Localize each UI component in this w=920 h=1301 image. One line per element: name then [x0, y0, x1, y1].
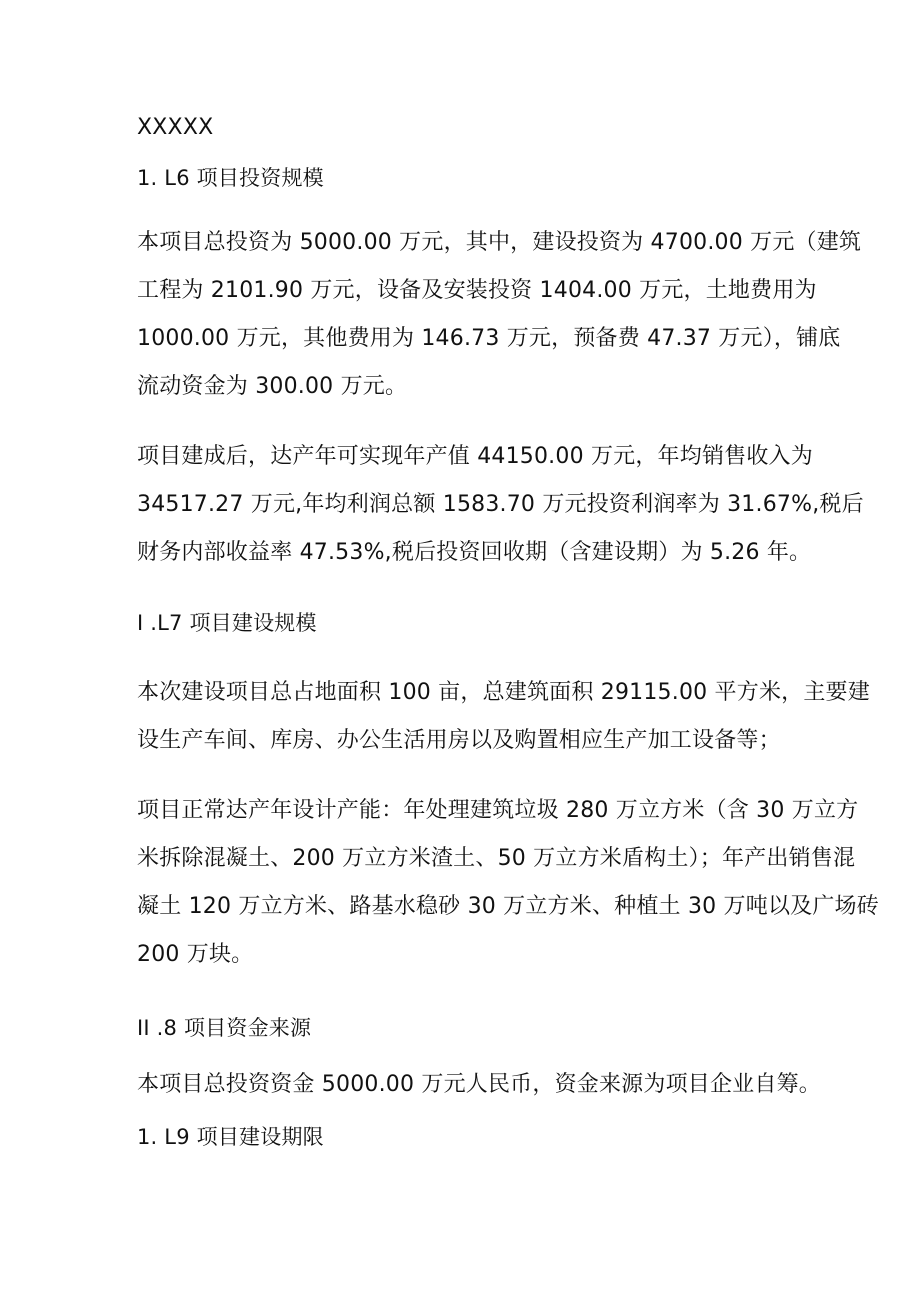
paragraph-line: 本次建设项目总占地面积 100 亩，总建筑面积 29115.00 平方米，主要建 [137, 680, 870, 705]
paragraph-line: 设生产车间、库房、办公生活用房以及购置相应生产加工设备等； [137, 728, 781, 753]
paragraph-line: 34517.27 万元,年均利润总额 1583.70 万元投资利润率为 31.67%,税后 [137, 492, 864, 517]
paragraph-line: 本项目总投资为 5000.00 万元，其中，建设投资为 4700.00 万元（建筑 [137, 230, 862, 255]
paragraph-line: 流动资金为 300.00 万元。 [137, 374, 408, 399]
document-header: XXXXX [137, 115, 214, 140]
paragraph-line: 工程为 2101.90 万元，设备及安装投资 1404.00 万元，土地费用为 [137, 278, 817, 303]
section-heading-construction-period: 1. L9 项目建设期限 [137, 1125, 324, 1149]
paragraph-line: 项目正常达产年设计产能：年处理建筑垃圾 280 万立方米（含 30 万立方 [137, 798, 859, 823]
section-heading-construction-scale: I .L7 项目建设规模 [137, 611, 317, 635]
paragraph-line: 凝土 120 万立方米、路基水稳砂 30 万立方米、种植土 30 万吨以及广场砖 [137, 894, 879, 919]
paragraph-line: 财务内部收益率 47.53%,税后投资回收期（含建设期）为 5.26 年。 [137, 540, 812, 565]
paragraph-line: 米拆除混凝土、200 万立方米渣土、50 万立方米盾构土）；年产出销售混 [137, 846, 856, 871]
section-heading-investment-scale: 1. L6 项目投资规模 [137, 166, 324, 190]
paragraph-line: 1000.00 万元，其他费用为 146.73 万元，预备费 47.37 万元），铺底 [137, 326, 841, 351]
paragraph-line: 项目建成后，达产年可实现年产值 44150.00 万元，年均销售收入为 [137, 444, 813, 469]
paragraph-line: 200 万块。 [137, 942, 254, 967]
section-heading-funding-source: II .8 项目资金来源 [137, 1016, 312, 1040]
paragraph-line: 本项目总投资资金 5000.00 万元人民币，资金来源为项目企业自筹。 [137, 1072, 821, 1097]
